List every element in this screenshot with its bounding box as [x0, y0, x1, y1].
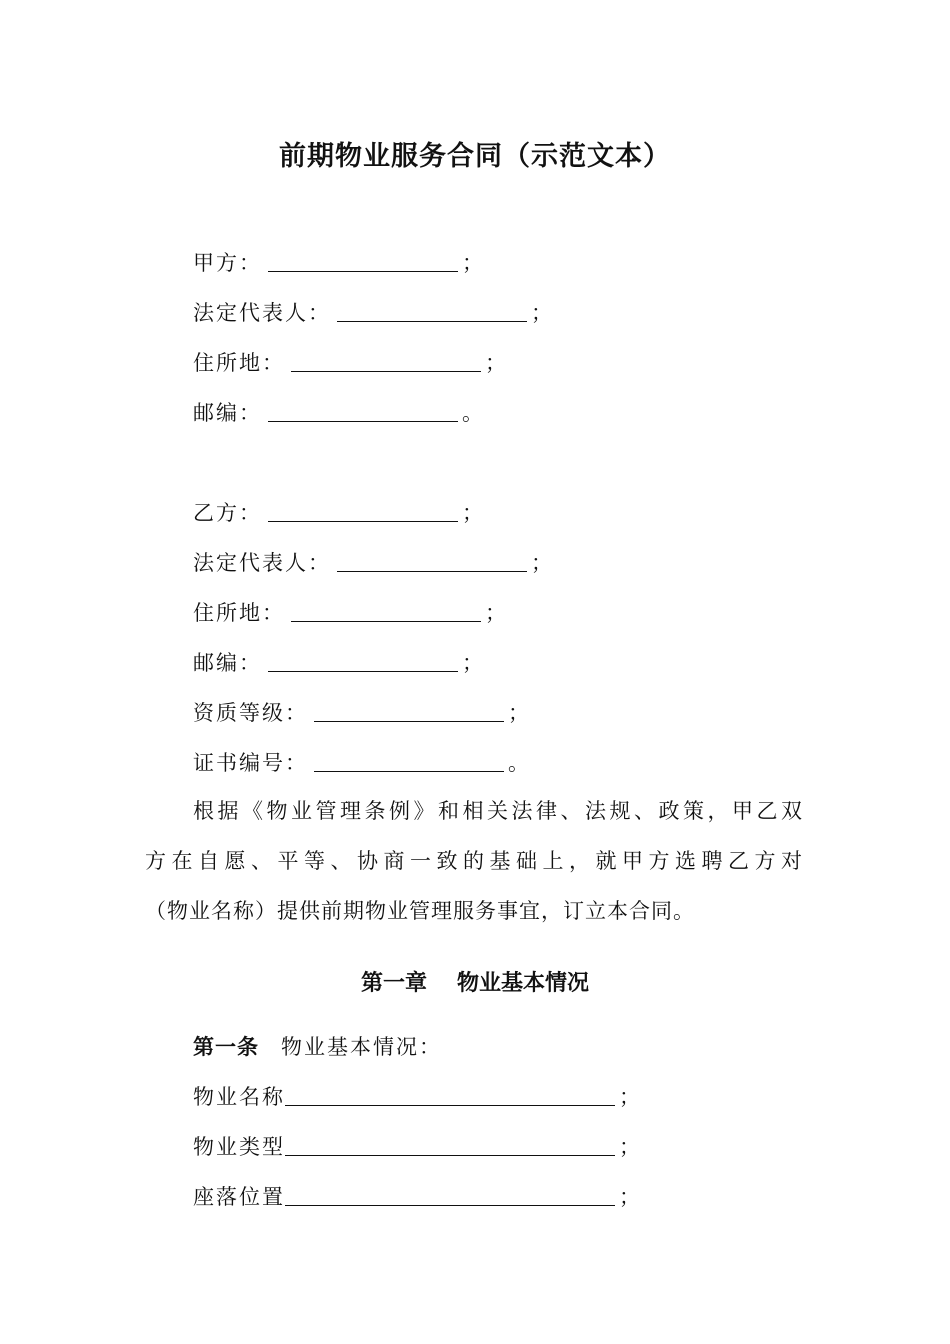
field-label: 邮编： — [193, 401, 262, 425]
field-label: 物业类型 — [193, 1135, 285, 1159]
party-b-name-field — [193, 496, 485, 530]
article-1-heading — [193, 1030, 442, 1064]
field-end-punct: 。 — [508, 751, 531, 775]
field-end-punct: ； — [485, 351, 508, 375]
preamble-paragraph — [145, 786, 805, 936]
field-label: 甲方： — [193, 251, 262, 275]
field-label: 证书编号： — [193, 751, 308, 775]
property-type-blank[interactable] — [285, 1133, 615, 1156]
party-b-postcode-field — [193, 646, 485, 680]
party-a-representative-blank[interactable] — [337, 299, 527, 322]
party-a-address-field — [193, 346, 508, 380]
party-a-name-field — [193, 246, 485, 280]
chapter-heading — [0, 966, 950, 997]
field-label: 法定代表人： — [193, 551, 331, 575]
field-end-punct: ； — [531, 301, 554, 325]
party-b-representative-field — [193, 546, 554, 580]
party-a-postcode-blank[interactable] — [268, 399, 458, 422]
property-type-field — [193, 1130, 642, 1164]
party-a-name-blank[interactable] — [268, 249, 458, 272]
preamble-line-3: （物业名称）提供前期物业管理服务事宜，订立本合同。 — [145, 899, 695, 923]
property-name-blank[interactable] — [285, 1083, 615, 1106]
field-end-punct: ； — [531, 551, 554, 575]
party-b-qualification-field — [193, 696, 531, 730]
field-end-punct: ； — [485, 601, 508, 625]
property-location-field — [193, 1180, 642, 1214]
party-b-qualification-blank[interactable] — [314, 699, 504, 722]
preamble-line-1: 根据《物业管理条例》和相关法律、法规、政策，甲乙双 — [193, 799, 805, 823]
field-label: 座落位置 — [193, 1185, 285, 1209]
field-end-punct: ； — [462, 501, 485, 525]
party-a-postcode-field — [193, 396, 485, 430]
article-number: 第一条 — [193, 1035, 259, 1059]
field-label: 法定代表人： — [193, 301, 331, 325]
field-end-punct: ； — [619, 1085, 642, 1109]
field-label: 住所地： — [193, 601, 285, 625]
party-a-address-blank[interactable] — [291, 349, 481, 372]
field-end-punct: ； — [619, 1135, 642, 1159]
property-name-field — [193, 1080, 642, 1114]
field-label: 邮编： — [193, 651, 262, 675]
field-label: 乙方： — [193, 501, 262, 525]
field-label: 住所地： — [193, 351, 285, 375]
property-location-blank[interactable] — [285, 1183, 615, 1206]
party-b-postcode-blank[interactable] — [268, 649, 458, 672]
preamble-line-2: 方在自愿、平等、协商一致的基础上，就甲方选聘乙方对 — [145, 849, 805, 873]
party-a-representative-field — [193, 296, 554, 330]
party-b-representative-blank[interactable] — [337, 549, 527, 572]
field-label: 资质等级： — [193, 701, 308, 725]
field-end-punct: ； — [462, 651, 485, 675]
field-end-punct: ； — [508, 701, 531, 725]
field-label: 物业名称 — [193, 1085, 285, 1109]
party-b-address-blank[interactable] — [291, 599, 481, 622]
field-end-punct: ； — [462, 251, 485, 275]
article-text: 物业基本情况： — [281, 1035, 442, 1059]
party-b-address-field — [193, 596, 508, 630]
chapter-number: 第一章 — [360, 971, 427, 996]
document-title: 前期物业服务合同（示范文本） — [279, 141, 671, 172]
party-b-certificate-field — [193, 746, 531, 780]
party-b-name-blank[interactable] — [268, 499, 458, 522]
party-b-certificate-blank[interactable] — [314, 749, 504, 772]
field-end-punct: ； — [619, 1185, 642, 1209]
chapter-title: 物业基本情况 — [457, 971, 590, 996]
field-end-punct: 。 — [462, 401, 485, 425]
